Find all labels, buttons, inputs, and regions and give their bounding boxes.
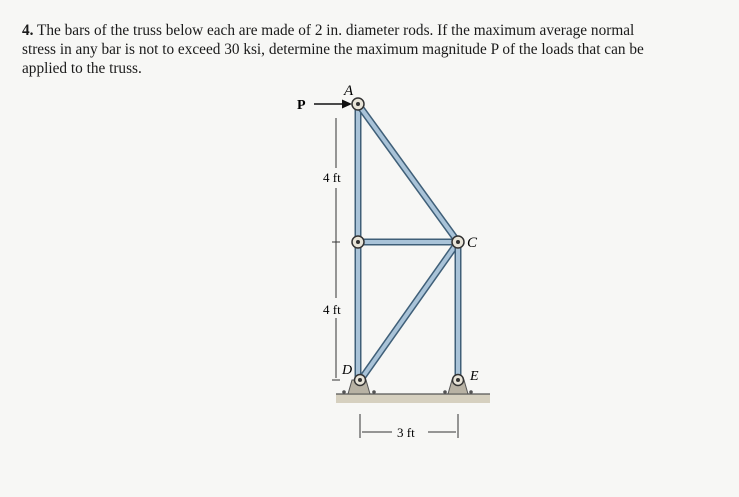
member-ac: [358, 104, 458, 242]
problem-line-3: applied to the truss.: [22, 60, 142, 77]
pin-c: [452, 236, 464, 248]
dimension-upper-label: 4 ft: [323, 170, 341, 185]
load-arrow: [314, 100, 352, 109]
pin-e: [453, 375, 464, 386]
joint-c-label: C: [467, 235, 478, 251]
problem-line-2: stress in any bar is not to exceed 30 ksi, determine the maximum magnitude P of the loads that can be: [22, 41, 644, 58]
pin-a: [352, 98, 364, 110]
problem-number: 4.: [22, 22, 34, 39]
joint-d-label: D: [342, 363, 353, 378]
dimension-horizontal-label: 3 ft: [397, 425, 415, 440]
pin-d: [355, 375, 366, 386]
dimension-lower-label: 4 ft: [323, 302, 341, 317]
pin-b: [352, 236, 364, 248]
dimension-vertical: [332, 118, 340, 380]
problem-text-1: The bars of the truss below each are made of 2 in. diameter rods. If the maximum average normal: [37, 22, 635, 39]
ground: [336, 394, 490, 403]
member-dc: [362, 242, 458, 378]
load-label: P: [297, 98, 306, 113]
joint-a-label: A: [344, 83, 354, 99]
joint-e-label: E: [470, 369, 479, 384]
